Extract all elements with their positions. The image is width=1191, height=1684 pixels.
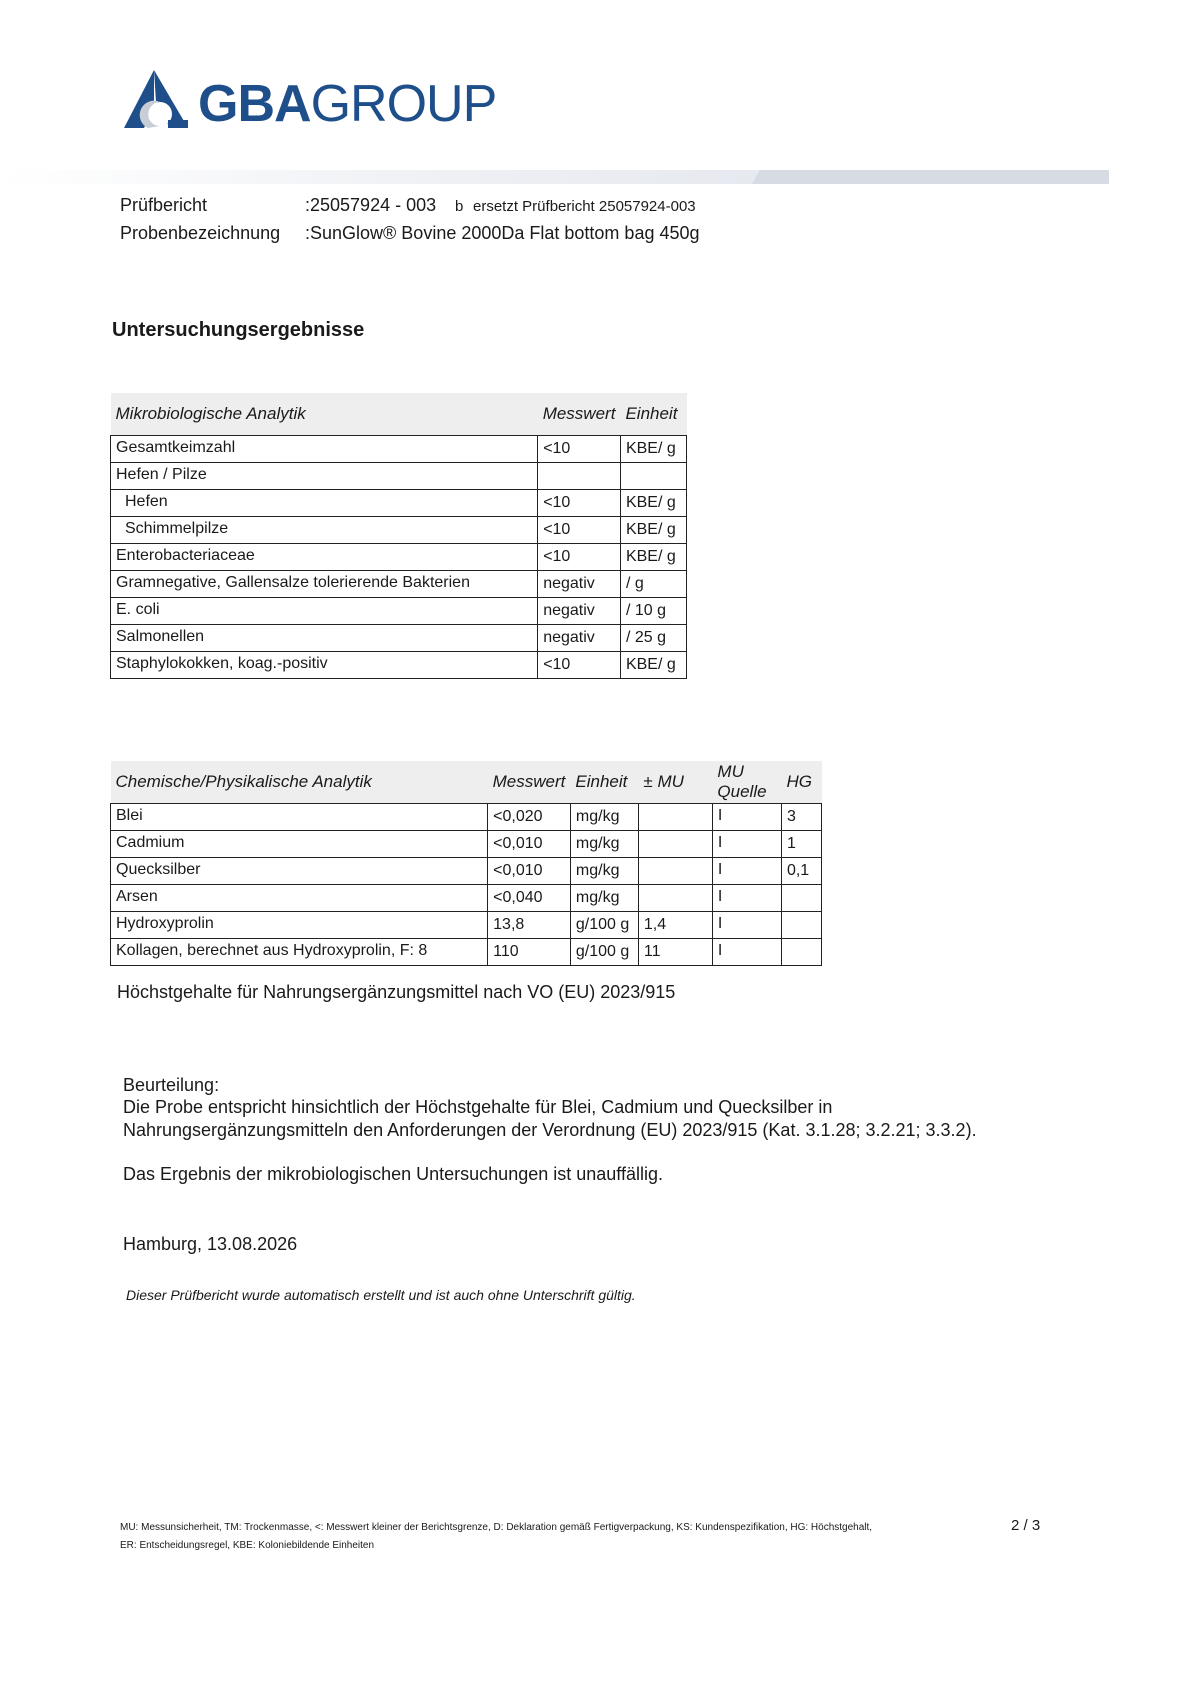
measured-value: 13,8 — [488, 912, 571, 939]
analyte-name: Hefen — [111, 490, 538, 517]
column-header: HG — [781, 761, 821, 804]
measurement-uncertainty — [638, 858, 712, 885]
max-level: 0,1 — [781, 858, 821, 885]
unit: / g — [620, 571, 686, 598]
max-level — [781, 939, 821, 966]
table-row — [111, 939, 822, 966]
table-row — [111, 598, 687, 625]
table-row — [111, 912, 822, 939]
column-header: Einheit — [570, 761, 638, 804]
unit: / 25 g — [620, 625, 686, 652]
mu-header-line1: MU — [717, 762, 744, 781]
measurement-uncertainty: 1,4 — [638, 912, 712, 939]
unit: mg/kg — [570, 804, 638, 831]
company-logo — [120, 68, 520, 138]
unit: KBE/ g — [620, 652, 686, 679]
measured-value: <10 — [538, 652, 621, 679]
logo-text-bold: GBA — [198, 75, 311, 133]
measured-value: <0,040 — [488, 885, 571, 912]
abbreviations-footnote — [120, 1519, 872, 1555]
analyte-name: Gramnegative, Gallensalze tolerierende Bakterien — [111, 571, 538, 598]
auto-generated-disclaimer: Dieser Prüfbericht wurde automatisch erstellt und ist auch ohne Unterschrift gültig. — [126, 1287, 636, 1303]
column-header: Chemische/Physikalische Analytik — [111, 761, 488, 804]
mu-source: I — [712, 885, 781, 912]
logo-wordmark — [198, 74, 496, 134]
footnote-line2: ER: Entscheidungsregel, KBE: Koloniebildende Einheiten — [120, 1540, 375, 1551]
mu-source: I — [712, 858, 781, 885]
unit: KBE/ g — [620, 490, 686, 517]
measured-value: <10 — [538, 517, 621, 544]
column-header: Einheit — [620, 393, 686, 436]
measurement-uncertainty — [638, 804, 712, 831]
assessment-text-line1: Die Probe entspricht hinsichtlich der Höchstgehalte für Blei, Cadmium und Quecksilber in — [123, 1097, 833, 1117]
table-row — [111, 858, 822, 885]
measured-value: negativ — [538, 625, 621, 652]
measurement-uncertainty — [638, 885, 712, 912]
report-revision: b — [455, 198, 464, 215]
measured-value: <10 — [538, 490, 621, 517]
place-date: Hamburg, 13.08.2026 — [123, 1234, 298, 1254]
analyte-name: Enterobacteriaceae — [111, 544, 538, 571]
max-level: 1 — [781, 831, 821, 858]
unit: / 10 g — [620, 598, 686, 625]
unit: mg/kg — [570, 831, 638, 858]
table-row — [111, 831, 822, 858]
assessment-label: Beurteilung: — [123, 1075, 220, 1095]
unit: KBE/ g — [620, 517, 686, 544]
table-row — [111, 517, 687, 544]
unit: mg/kg — [570, 858, 638, 885]
assessment-text-line2: Nahrungsergänzungsmitteln den Anforderungen der Verordnung (EU) 2023/915 (Kat. 3.1.28; 3.2.21; 3.3.2). — [123, 1120, 977, 1140]
page-number: 2 / 3 — [1011, 1517, 1041, 1534]
analyte-name: Blei — [111, 804, 488, 831]
footnote-line1: MU: Messunsicherheit, TM: Trockenmasse, <: Messwert kleiner der Berichtsgrenze, D: Deklaration gemäß Fertigverpackung, KS: Kundenspezifikation, HG: Höchstgehalt, — [120, 1522, 873, 1533]
table-row — [111, 571, 687, 598]
sample-name-label: Probenbezeichnung — [120, 223, 281, 243]
report-number-value: :25057924 - 003 — [305, 195, 437, 215]
analyte-name: Staphylokokken, koag.-positiv — [111, 652, 538, 679]
analyte-name: Cadmium — [111, 831, 488, 858]
measured-value: <0,010 — [488, 831, 571, 858]
measured-value: <10 — [538, 436, 621, 463]
analyte-name: Kollagen, berechnet aus Hydroxyprolin, F: 8 — [111, 939, 488, 966]
table-row — [111, 544, 687, 571]
analyte-name: Hydroxyprolin — [111, 912, 488, 939]
section-title: Untersuchungsergebnisse — [112, 319, 365, 341]
measured-value — [538, 463, 621, 490]
sample-name-value: :SunGlow® Bovine 2000Da Flat bottom bag 450g — [305, 223, 700, 243]
micro-results-table — [110, 393, 687, 679]
table-header-row — [111, 761, 822, 804]
measured-value: <10 — [538, 544, 621, 571]
table-row — [111, 625, 687, 652]
unit: g/100 g — [570, 912, 638, 939]
column-header: Mikrobiologische Analytik — [111, 393, 538, 436]
analyte-name: Schimmelpilze — [111, 517, 538, 544]
analyte-name: Quecksilber — [111, 858, 488, 885]
column-header: Messwert — [488, 761, 571, 804]
table-row — [111, 436, 687, 463]
logo-mark-icon — [120, 70, 192, 132]
unit: KBE/ g — [620, 544, 686, 571]
column-header — [712, 761, 781, 804]
unit: mg/kg — [570, 885, 638, 912]
measured-value: <0,010 — [488, 858, 571, 885]
header-band — [0, 170, 1109, 184]
column-header: Messwert — [538, 393, 621, 436]
microbiology-conclusion: Das Ergebnis der mikrobiologischen Untersuchungen ist unauffällig. — [123, 1164, 663, 1184]
mu-source: I — [712, 939, 781, 966]
table-row — [111, 652, 687, 679]
logo-text-light: GROUP — [310, 75, 497, 133]
measured-value: negativ — [538, 571, 621, 598]
measurement-uncertainty: 11 — [638, 939, 712, 966]
measured-value: negativ — [538, 598, 621, 625]
mu-source: I — [712, 804, 781, 831]
analyte-name: Arsen — [111, 885, 488, 912]
mu-source: I — [712, 831, 781, 858]
mu-header-line2: Quelle — [717, 782, 767, 801]
mu-source: I — [712, 912, 781, 939]
analyte-name: Salmonellen — [111, 625, 538, 652]
measurement-uncertainty — [638, 831, 712, 858]
table-row — [111, 463, 687, 490]
chem-results-table — [110, 761, 822, 966]
max-level — [781, 912, 821, 939]
report-number-label: Prüfbericht — [120, 195, 208, 215]
analyte-name: E. coli — [111, 598, 538, 625]
measured-value: 110 — [488, 939, 571, 966]
analyte-name: Gesamtkeimzahl — [111, 436, 538, 463]
measured-value: <0,020 — [488, 804, 571, 831]
table-header-row — [111, 393, 687, 436]
table-row — [111, 490, 687, 517]
max-level-note: Höchstgehalte für Nahrungsergänzungsmittel nach VO (EU) 2023/915 — [117, 982, 676, 1002]
report-replaces-note: ersetzt Prüfbericht 25057924-003 — [473, 198, 696, 215]
analyte-name: Hefen / Pilze — [111, 463, 538, 490]
max-level — [781, 885, 821, 912]
max-level: 3 — [781, 804, 821, 831]
table-row — [111, 885, 822, 912]
unit: KBE/ g — [620, 436, 686, 463]
table-row — [111, 804, 822, 831]
unit — [620, 463, 686, 490]
column-header: ± MU — [638, 761, 712, 804]
unit: g/100 g — [570, 939, 638, 966]
